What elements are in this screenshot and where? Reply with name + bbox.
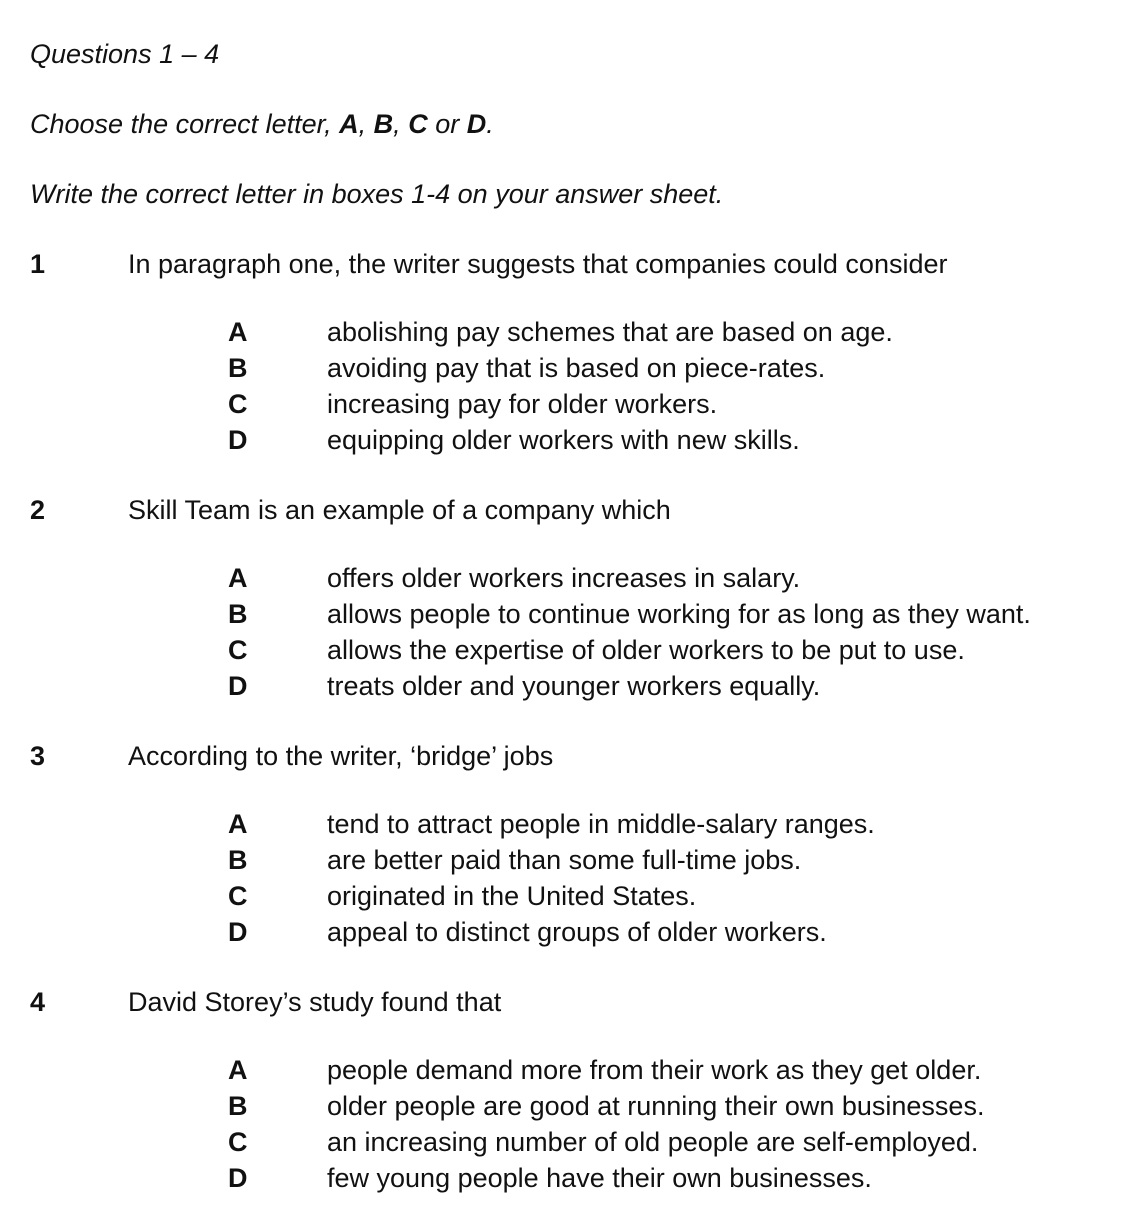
option-letter: B — [228, 845, 248, 875]
separator: . — [486, 109, 494, 139]
options-list — [30, 806, 1137, 950]
separator: , — [358, 109, 374, 139]
option-text: tend to attract people in middle-salary ranges. — [327, 809, 875, 839]
question-stem: David Storey’s study found that — [128, 987, 502, 1017]
option-letter: A — [228, 563, 248, 593]
option-letter: B — [228, 599, 248, 629]
question-2 — [30, 492, 1137, 704]
option-text: are better paid than some full-time jobs. — [327, 845, 802, 875]
options-list — [30, 560, 1137, 704]
option-text: people demand more from their work as they get older. — [327, 1055, 982, 1085]
option-row — [30, 1160, 1137, 1196]
option-text: allows people to continue working for as long as they want. — [327, 599, 1031, 629]
instruction-write-text: Write the correct letter in boxes 1-4 on your answer sheet. — [30, 179, 724, 209]
option-row — [30, 1052, 1137, 1088]
question-number: 1 — [30, 249, 46, 279]
option-letter: B — [228, 1091, 248, 1121]
question-1 — [30, 246, 1137, 458]
option-row — [30, 914, 1137, 950]
option-text: an increasing number of old people are self-employed. — [327, 1127, 979, 1157]
questions-range-text: Questions 1 – 4 — [30, 39, 220, 69]
option-row — [30, 878, 1137, 914]
letter-b-bold: B — [373, 109, 394, 139]
instruction-choose — [30, 106, 1137, 142]
option-letter: D — [228, 917, 248, 947]
option-row — [30, 350, 1137, 386]
question-3 — [30, 738, 1137, 950]
question-number: 2 — [30, 495, 46, 525]
letter-d-bold: D — [466, 109, 487, 139]
question-stem: Skill Team is an example of a company which — [128, 495, 671, 525]
questions-range-heading — [30, 36, 1137, 72]
option-text: offers older workers increases in salary. — [327, 563, 801, 593]
instruction-write — [30, 176, 1137, 212]
option-text: few young people have their own businesses. — [327, 1163, 872, 1193]
option-row — [30, 1124, 1137, 1160]
option-text: equipping older workers with new skills. — [327, 425, 800, 455]
letter-c-bold: C — [408, 109, 428, 139]
option-letter: A — [228, 317, 248, 347]
option-row — [30, 632, 1137, 668]
option-letter: C — [228, 881, 248, 911]
option-text: treats older and younger workers equally. — [327, 671, 821, 701]
option-text: avoiding pay that is based on piece-rates. — [327, 353, 826, 383]
option-letter: D — [228, 671, 248, 701]
option-text: appeal to distinct groups of older workers. — [327, 917, 827, 947]
option-letter: A — [228, 809, 248, 839]
option-letter: A — [228, 1055, 248, 1085]
separator: or — [427, 109, 467, 139]
option-text: increasing pay for older workers. — [327, 389, 718, 419]
option-row — [30, 422, 1137, 458]
question-stem: According to the writer, ‘bridge’ jobs — [128, 741, 554, 771]
option-letter: D — [228, 425, 248, 455]
instruction-text: Choose the correct letter, — [30, 109, 340, 139]
question-stem: In paragraph one, the writer suggests that companies could consider — [128, 249, 948, 279]
option-letter: C — [228, 1127, 248, 1157]
option-row — [30, 668, 1137, 704]
option-row — [30, 596, 1137, 632]
letter-a-bold: A — [339, 109, 359, 139]
option-row — [30, 806, 1137, 842]
option-row — [30, 560, 1137, 596]
option-row — [30, 386, 1137, 422]
options-list — [30, 314, 1137, 458]
option-row — [30, 1088, 1137, 1124]
option-row — [30, 842, 1137, 878]
options-list — [30, 1052, 1137, 1196]
option-text: allows the expertise of older workers to be put to use. — [327, 635, 965, 665]
option-letter: B — [228, 353, 248, 383]
option-letter: C — [228, 389, 248, 419]
option-row — [30, 314, 1137, 350]
option-letter: C — [228, 635, 248, 665]
question-number: 4 — [30, 987, 46, 1017]
option-text: originated in the United States. — [327, 881, 697, 911]
question-4 — [30, 984, 1137, 1196]
option-text: older people are good at running their own businesses. — [327, 1091, 985, 1121]
separator: , — [393, 109, 409, 139]
option-text: abolishing pay schemes that are based on age. — [327, 317, 893, 347]
option-letter: D — [228, 1163, 248, 1193]
question-number: 3 — [30, 741, 46, 771]
